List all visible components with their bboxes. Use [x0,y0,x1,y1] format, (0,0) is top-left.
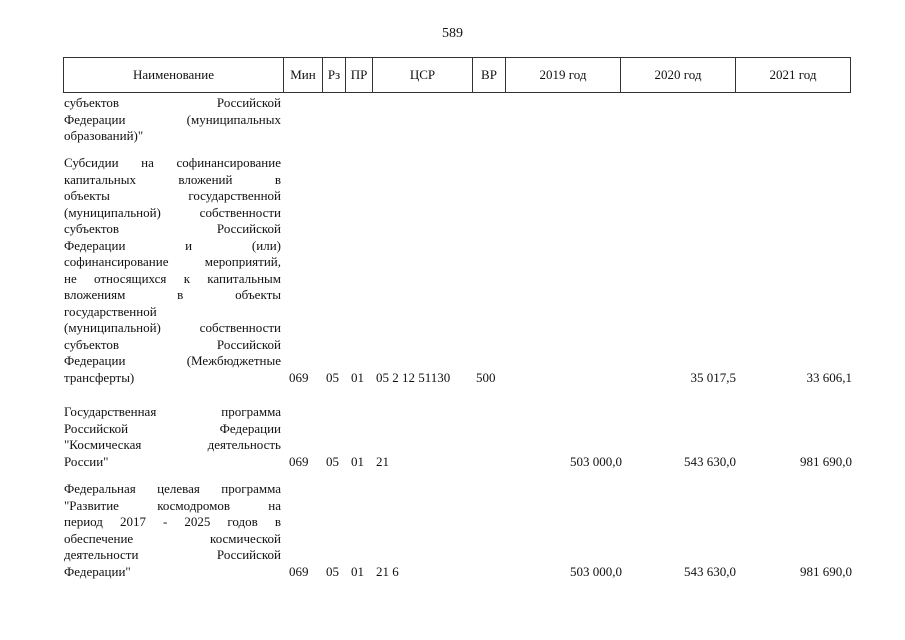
cell-rz: 05 [326,563,339,579]
cell-2020: 543 630,0 [684,453,736,469]
header-csr: ЦСР [373,58,473,92]
row-name [64,404,281,470]
cell-2019: 503 000,0 [570,563,622,579]
cell-rz: 05 [326,369,339,385]
row-name-line: Государственная программа [64,404,281,419]
row-name-line: объекты государственной [64,188,281,203]
row-name-line: деятельности Российской [64,547,281,562]
header-2019: 2019 год [506,58,621,92]
row-name-line: не относящихся к капитальным [64,270,281,286]
cell-pr: 01 [351,453,364,469]
row-name-line: Субсидии на софинансирование [64,155,281,170]
cell-csr: 05 2 12 51130 [376,369,451,385]
row-name-line: Федеральная целевая программа [64,481,281,496]
header-pr: ПР [346,58,373,92]
row-name-line: период 2017 - 2025 годов в [64,514,281,529]
row-name-line: образований)" [64,128,144,143]
row-name-line: Федерации (Межбюджетные [64,353,281,368]
row-name-line: государственной [64,303,157,319]
row-name-line: субъектов Российской [64,221,281,236]
page-number: 589 [442,26,463,41]
header-vr: ВР [473,58,506,92]
row-name-line: "Развитие космодромов на [64,497,281,513]
row-name [64,95,281,145]
row-name-line: капитальных вложений в [64,171,281,187]
cell-2020: 543 630,0 [684,563,736,579]
row-name-line: Федерации" [64,563,131,579]
row-name-line: (муниципальной) собственности [64,204,281,220]
row-name [64,481,281,580]
row-name-line: Федерации и (или) [64,237,281,253]
row-name-line: Федерации (муниципальных [64,111,281,127]
cell-vr: 500 [476,369,496,385]
cell-min: 069 [289,563,309,579]
cell-min: 069 [289,369,309,385]
row-name-line: России" [64,453,109,469]
header-name: Наименование [64,58,284,92]
cell-2020: 35 017,5 [690,369,736,385]
row-name-line: вложениям в объекты [64,287,281,302]
row-name-line: субъектов Российской [64,95,281,110]
row-name [64,155,281,386]
cell-2021: 981 690,0 [800,563,852,579]
cell-pr: 01 [351,563,364,579]
cell-rz: 05 [326,453,339,469]
cell-csr: 21 6 [376,563,399,579]
row-name-line: субъектов Российской [64,336,281,352]
header-2020: 2020 год [621,58,736,92]
cell-pr: 01 [351,369,364,385]
cell-min: 069 [289,453,309,469]
cell-csr: 21 [376,453,389,469]
row-name-line: софинансирование мероприятий, [64,254,281,269]
row-name-line: (муниципальной) собственности [64,320,281,335]
row-name-line: "Космическая деятельность [64,437,281,452]
header-min: Мин [284,58,323,92]
row-name-line: обеспечение космической [64,530,281,546]
row-name-line: трансферты) [64,369,135,385]
header-rz: Рз [323,58,346,92]
row-name-line: Российской Федерации [64,420,281,436]
cell-2021: 33 606,1 [806,369,852,385]
header-2021: 2021 год [769,67,817,82]
table-header [63,57,851,93]
cell-2021: 981 690,0 [800,453,852,469]
cell-2019: 503 000,0 [570,453,622,469]
